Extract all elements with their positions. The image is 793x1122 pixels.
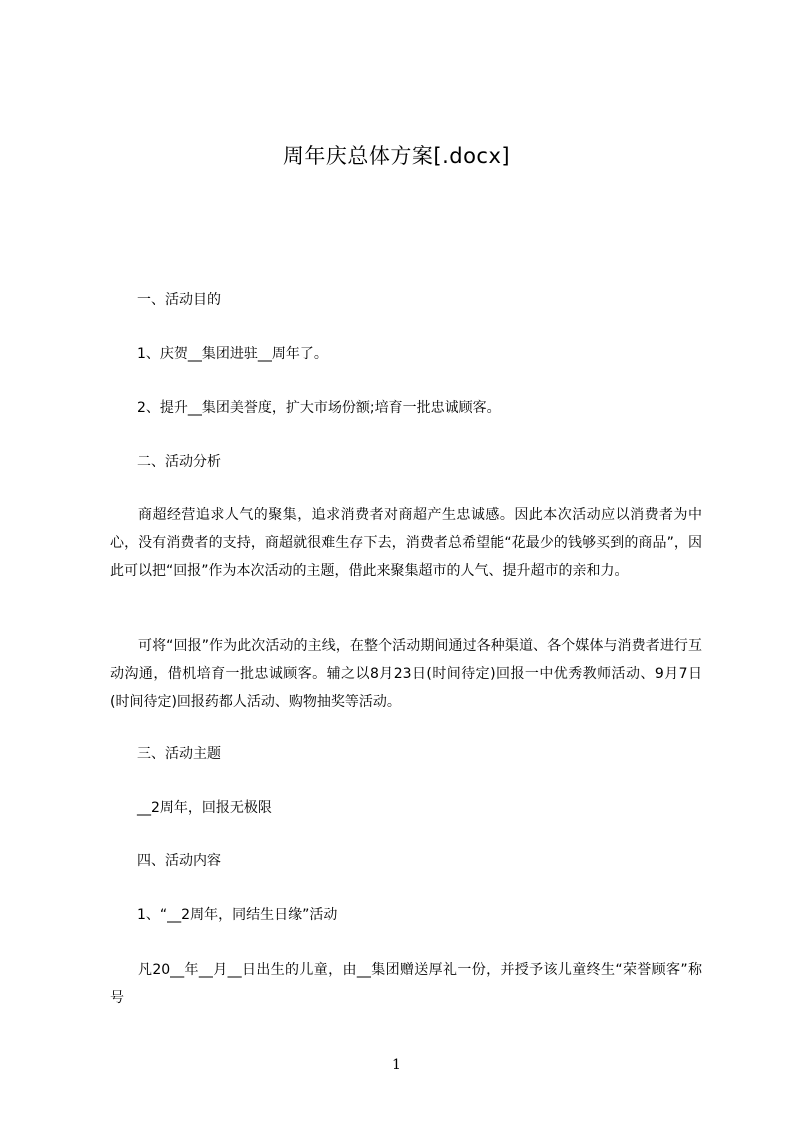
objective-item-1: 1、庆贺__集团进驻__周年了。 — [137, 346, 328, 362]
analysis-paragraph-1: 商超经营追求人气的聚集，追求消费者对商超产生忠诚感。因此本次活动应以消费者为中心，没有消费者的支持，商超就很难生存下去，消费者总希望能“花最少的钱够买到的商品”，因此可以把“回报”作为本次活动的主题，借此来聚集超市的人气、提升超市的亲和力。 — [110, 507, 702, 579]
analysis-paragraph-2: 可将“回报”作为此次活动的主线，在整个活动期间通过各种渠道、各个媒体与消费者进行互动沟通，借机培育一批忠诚顾客。辅之以8月23日(时间待定)回报一中优秀教师活动、9月7日(时间待定)回报药都人活动、购物抽奖等活动。 — [110, 638, 702, 710]
section-heading-content: 四、活动内容 — [137, 853, 221, 869]
section-heading-analysis: 二、活动分析 — [137, 454, 221, 470]
activity-theme: __2周年，回报无极限 — [137, 800, 272, 816]
content-paragraph-1: 凡20__年__月__日出生的儿童，由__集团赠送厚礼一份，并授予该儿童终生“荣誉顾客”称号 — [110, 962, 702, 1006]
objective-item-2: 2、提升__集团美誉度，扩大市场份额;培育一批忠诚顾客。 — [137, 400, 501, 416]
document-title: 周年庆总体方案[.docx] — [282, 144, 511, 168]
page-number: 1 — [392, 1057, 401, 1073]
section-heading-objectives: 一、活动目的 — [137, 292, 221, 308]
content-item-1: 1、“__2周年，同结生日缘”活动 — [137, 907, 338, 923]
section-heading-theme: 三、活动主题 — [137, 746, 221, 762]
